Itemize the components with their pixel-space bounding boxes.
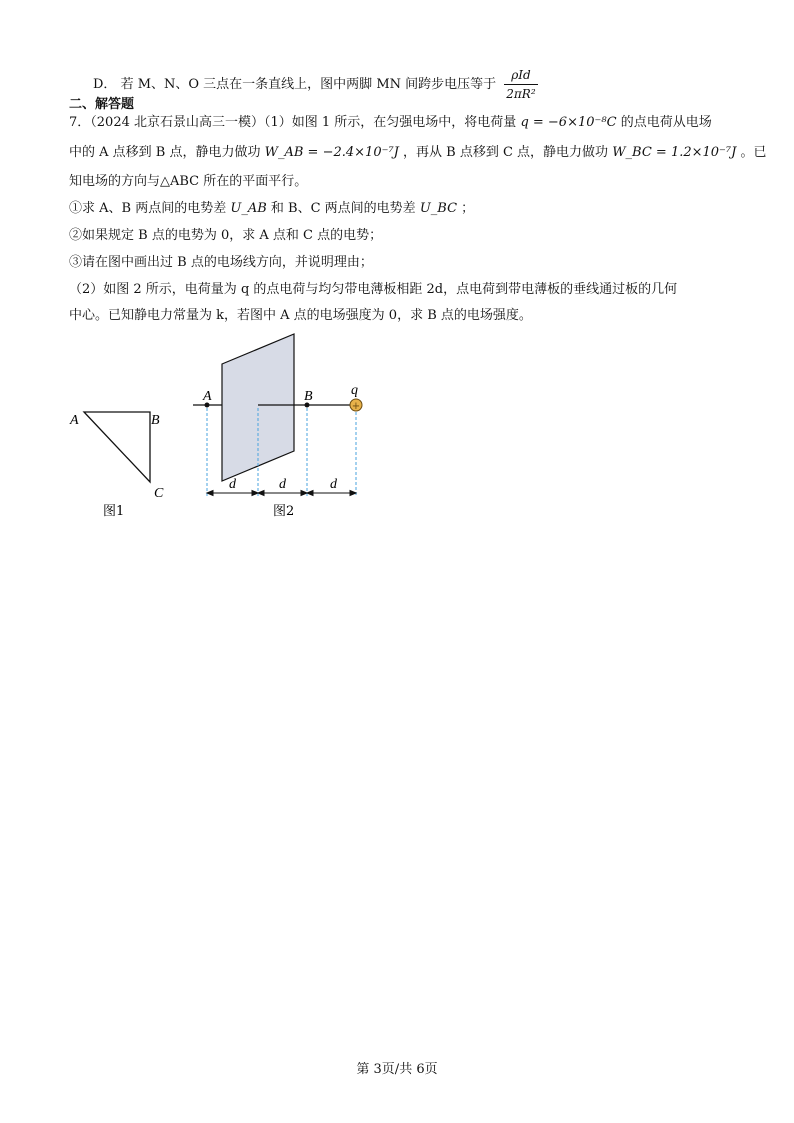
q7-line2-tail: 。已: [740, 145, 767, 160]
q7-line1-tail: 的点电荷从电场: [620, 115, 712, 130]
q7-item3: ③请在图中画出过 B 点的电场线方向，并说明理由；: [69, 255, 373, 270]
q7-wbc: W_BC = 1.2×10⁻⁷J: [612, 145, 737, 160]
q7-part2-line2: 中心。已知静电力常量为 k，若图中 A 点的电场强度为 0，求 B 点的电场强度。: [69, 308, 532, 323]
figure-1-caption: 图1: [103, 504, 125, 519]
figure-2: [193, 334, 362, 519]
q7-item1-text: ①求 A、B 两点间的电势差: [69, 201, 227, 216]
q7-line2-text: 中的 A 点移到 B 点，静电力做功: [69, 145, 261, 160]
dim-d-3: d: [330, 477, 337, 492]
q7-line2-mid: ，再从 B 点移到 C 点，静电力做功: [403, 145, 609, 160]
q7-line3: 知电场的方向与△ABC 所在的平面平行。: [69, 174, 308, 189]
q7-item2: ②如果规定 B 点的电势为 0，求 A 点和 C 点的电势；: [69, 228, 383, 243]
dim-d-1: d: [229, 477, 236, 492]
figure-2-caption: 图2: [273, 504, 295, 519]
q7-item1-mid: 和 B、C 两点间的电势差: [270, 201, 416, 216]
dim-d-2: d: [279, 477, 286, 492]
page-footer: 第 3页/共 6页: [356, 1062, 438, 1077]
label-c: C: [154, 486, 164, 501]
q7-uab: U_AB: [230, 201, 267, 216]
q7-line1-text: 7．（2024 北京石景山高三一模）（1）如图 1 所示，在匀强电场中，将电荷量: [69, 115, 517, 130]
fraction-numerator: ρId: [504, 66, 537, 85]
figure-1: [69, 412, 164, 519]
q7-charge: q = −6×10⁻⁸C: [520, 115, 617, 130]
plus-sign-icon: +: [351, 401, 361, 412]
triangle-abc: [84, 412, 150, 482]
fig2-label-b: B: [304, 389, 313, 404]
option-d-text: 若 M、N、O 三点在一条直线上，图中两脚 MN 间跨步电压等于: [120, 77, 497, 92]
q7-part2-line1: （2）如图 2 所示，电荷量为 q 的点电荷与均匀带电薄板相距 2d，点电荷到带电薄板的垂线通过板的几何: [69, 282, 678, 297]
label-a: A: [70, 413, 79, 428]
fraction-denominator: 2πR²: [506, 87, 536, 101]
label-b: B: [151, 413, 160, 428]
q7-wab: W_AB = −2.4×10⁻⁷J: [264, 145, 399, 160]
section-heading: 二、解答题: [69, 97, 135, 112]
q7-item1-tail: ；: [461, 201, 475, 216]
fig2-label-q: q: [351, 383, 358, 398]
option-d-letter: D．: [93, 77, 117, 92]
q7-ubc: U_BC: [419, 201, 458, 216]
fig2-label-a: A: [203, 389, 212, 404]
